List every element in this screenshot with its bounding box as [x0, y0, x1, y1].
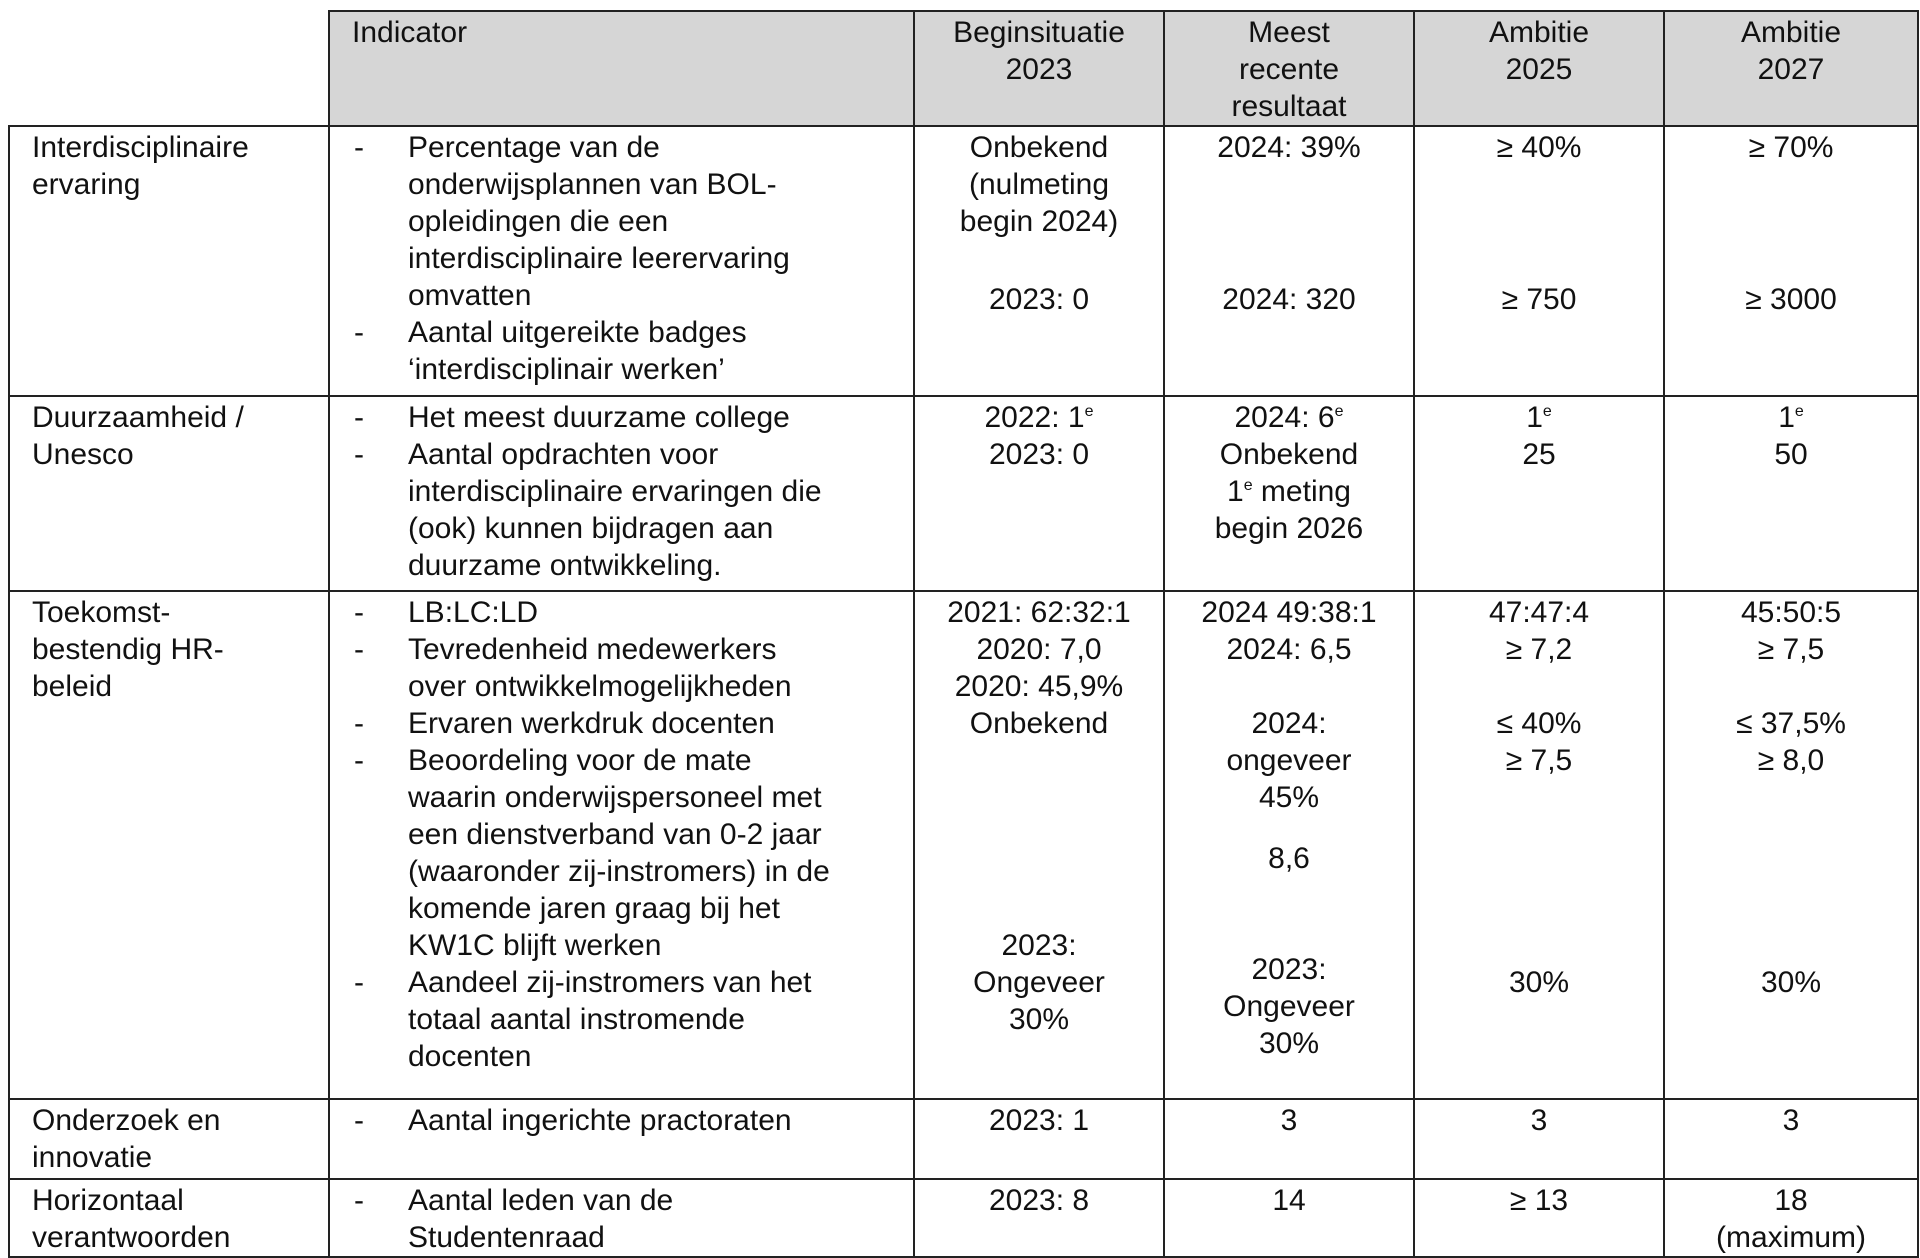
- indicator-item: - Het meest duurzame college: [354, 401, 790, 434]
- indicator-cell: [329, 126, 914, 396]
- topic-cell: Onderzoek en innovatie: [9, 1099, 329, 1179]
- indicator-item: - LB:LC:LD: [354, 596, 539, 629]
- kpi-table: [8, 10, 1919, 1258]
- ambition-2027-cell: ≥ 70% ≥ 3000: [1664, 126, 1918, 396]
- recent-cell: 2024: 39% 2024: 320: [1164, 126, 1414, 396]
- recent-cell: 2024 49:38:1 2024: 6,5 2024: ongeveer 45% 8,6 2023: Ongeveer 30%: [1164, 591, 1414, 1099]
- header-ambition-2025: Ambitie 2025: [1414, 11, 1664, 126]
- topic-cell: Interdisciplinaire ervaring: [9, 126, 329, 396]
- indicator-item: - Aantal ingerichte practoraten: [354, 1104, 792, 1137]
- table-row: [9, 126, 1918, 396]
- ambition-2027-cell: 18 (maximum): [1664, 1179, 1918, 1257]
- indicator-cell: [329, 591, 914, 1099]
- indicator-item: - Aantal leden van de Studentenraad: [354, 1184, 674, 1254]
- table-row: [9, 591, 1918, 1099]
- begin-cell: 2022: 1e 2023: 0: [914, 396, 1164, 591]
- begin-cell: 2023: 1: [914, 1099, 1164, 1179]
- header-recent: Meest recente resultaat: [1164, 11, 1414, 126]
- indicator-item: - Percentage van de onderwijsplannen van BOL- opleidingen die een interdisciplinaire leerervaring omvatten: [354, 131, 790, 312]
- table-row: [9, 1099, 1918, 1179]
- table-row: [9, 396, 1918, 591]
- header-begin: Beginsituatie 2023: [914, 11, 1164, 126]
- header-indicator: Indicator: [329, 11, 914, 126]
- recent-cell: 3: [1164, 1099, 1414, 1179]
- indicator-item: - Aantal uitgereikte badges ‘interdisciplinair werken’: [354, 316, 747, 386]
- indicator-item: - Beoordeling voor de mate waarin onderwijspersoneel met een dienstverband van 0-2 jaar (waaronder zij-instromers) in de komende jaren graag bij het KW1C blijft werken: [354, 744, 830, 962]
- indicator-item: - Ervaren werkdruk docenten: [354, 707, 775, 740]
- indicator-item: - Aantal opdrachten voor interdisciplinaire ervaringen die (ook) kunnen bijdragen aan duurzame ontwikkeling.: [354, 438, 822, 582]
- header-ambition-2027: Ambitie 2027: [1664, 11, 1918, 126]
- begin-cell: 2023: 8: [914, 1179, 1164, 1257]
- indicator-cell: [329, 1179, 914, 1257]
- begin-cell: 2021: 62:32:1 2020: 7,0 2020: 45,9% Onbekend 2023: Ongeveer 30%: [914, 591, 1164, 1099]
- ambition-2025-cell: 1e 25: [1414, 396, 1664, 591]
- header-row: [9, 11, 1918, 126]
- ambition-2025-cell: ≥ 13: [1414, 1179, 1664, 1257]
- recent-cell: 2024: 6e Onbekend 1e meting begin 2026: [1164, 396, 1414, 591]
- ambition-2025-cell: 47:47:4 ≥ 7,2 ≤ 40% ≥ 7,5 30%: [1414, 591, 1664, 1099]
- ambition-2027-cell: 45:50:5 ≥ 7,5 ≤ 37,5% ≥ 8,0 30%: [1664, 591, 1918, 1099]
- recent-cell: 14: [1164, 1179, 1414, 1257]
- topic-cell: Horizontaal verantwoorden: [9, 1179, 329, 1257]
- indicator-cell: [329, 1099, 914, 1179]
- indicator-item: - Tevredenheid medewerkers over ontwikkelmogelijkheden: [354, 633, 792, 703]
- begin-cell: Onbekend (nulmeting begin 2024) 2023: 0: [914, 126, 1164, 396]
- ambition-2027-cell: 1e 50: [1664, 396, 1918, 591]
- indicator-item: - Aandeel zij-instromers van het totaal aantal instromende docenten: [354, 966, 812, 1073]
- ambition-2025-cell: ≥ 40% ≥ 750: [1414, 126, 1664, 396]
- ambition-2027-cell: 3: [1664, 1099, 1918, 1179]
- table-row: [9, 1179, 1918, 1257]
- topic-cell: Toekomst- bestendig HR- beleid: [9, 591, 329, 1099]
- empty-corner-cell: [9, 11, 329, 126]
- ambition-2025-cell: 3: [1414, 1099, 1664, 1179]
- topic-cell: Duurzaamheid / Unesco: [9, 396, 329, 591]
- indicator-cell: [329, 396, 914, 591]
